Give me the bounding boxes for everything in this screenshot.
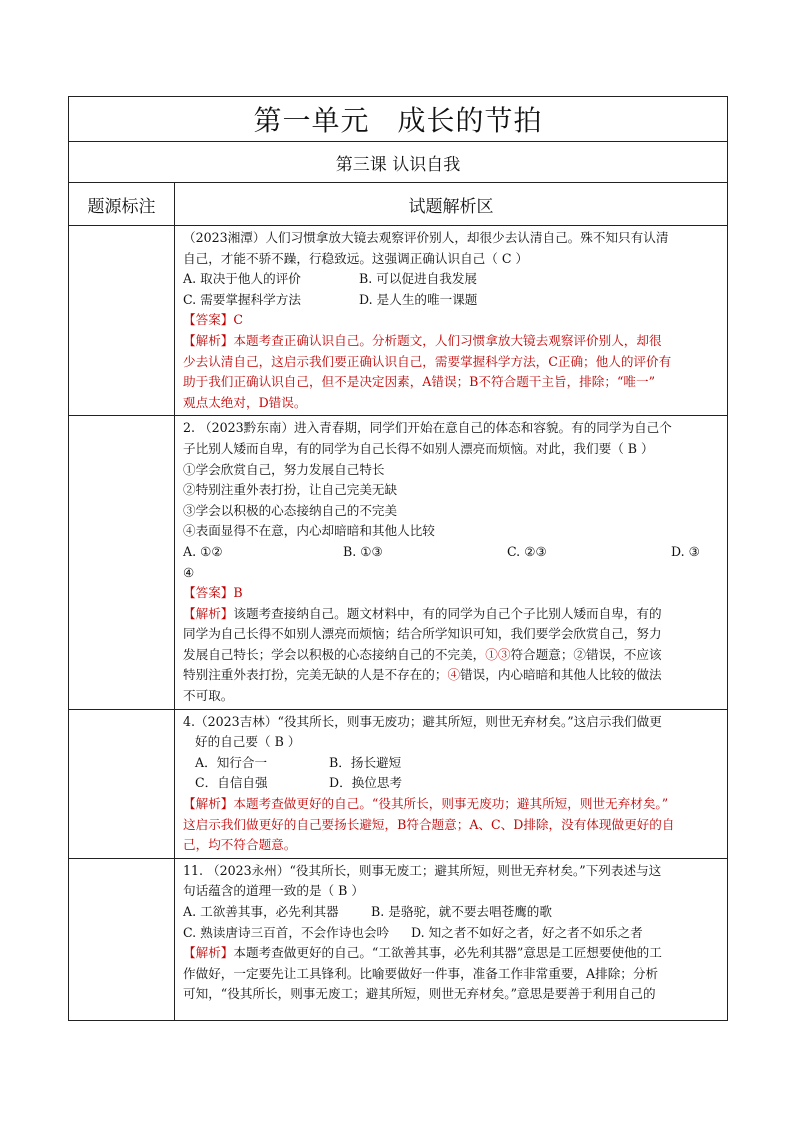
- option-row: [183, 753, 721, 774]
- analysis-text: 少去认清自己，这启示我们要正确认识自己，需要掌握科学方法，C正确；他人的评价有: [183, 353, 672, 369]
- question-stem: 子比别人矮而自卑，有的同学为自己长得不如别人漂亮而烦恼。对此，我们要（ B ）: [183, 440, 654, 456]
- question-row: [69, 226, 728, 416]
- option-row: [183, 290, 721, 311]
- option-row: [183, 269, 721, 290]
- analysis-tag: 【解析】: [183, 332, 234, 348]
- analysis-column-header: 试题解析区: [175, 183, 728, 226]
- question-row: [69, 416, 728, 709]
- analysis-line: [183, 645, 721, 666]
- option-a: A. 取决于他人的评价: [183, 271, 301, 287]
- statement-item: ②特别注重外表打扮，让自己完美无缺: [183, 482, 398, 498]
- analysis-text: 不可取。: [183, 688, 234, 704]
- option-d: D. 知之者不如好之者，好之者不如乐之者: [411, 924, 643, 940]
- worksheet-table: [68, 96, 728, 1021]
- option-b: B．扬长避短: [329, 754, 402, 770]
- analysis-line: [183, 331, 721, 352]
- analysis-text: 本题考查正确认识自己。分析题文，人们习惯拿放大镜去观察评价别人，却很: [233, 332, 662, 348]
- option-b: B. 是骆驼，就不要去唱苍鹰的歌: [371, 904, 552, 919]
- analysis-text: 特别注重外表打扮，完美无缺的人是不存在的；: [183, 667, 448, 683]
- answer-value: B: [233, 585, 243, 601]
- answer-tag: 【答案】: [183, 312, 234, 328]
- statement-item: ④表面显得不在意，内心却暗暗和其他人比较: [183, 523, 435, 539]
- unit-title: [69, 97, 728, 142]
- question-stem: 好的自己要（ B ）: [195, 734, 301, 750]
- option-a: A. 工欲善其事，必先利其器: [183, 904, 339, 919]
- option-a: A. ①②: [183, 543, 223, 559]
- option-d: D. ③: [671, 543, 700, 559]
- source-cell: [69, 226, 175, 416]
- option-c: C. 需要掌握科学方法: [183, 291, 301, 307]
- question-cell: [175, 858, 728, 1020]
- analysis-tag: 【解析】: [183, 605, 234, 621]
- question-stem: 2. （2023黔东南）进入青春期，同学们开始在意自己的体态和容貌。有的同学为自己个: [183, 420, 672, 436]
- analysis-text: 该题考查接纳自己。题文材料中，有的同学为自己个子比别人矮而自卑，有的: [233, 605, 662, 621]
- analysis-text: 己，均不符合题意。: [183, 837, 297, 853]
- source-cell: [69, 858, 175, 1020]
- answer-value: C: [233, 312, 244, 328]
- analysis-text: 观点太绝对，D错误。: [183, 394, 307, 410]
- analysis-highlight: ①③: [485, 646, 511, 662]
- unit-title-row: [69, 97, 728, 142]
- option-c: C. 熟读唐诗三百首，不会作诗也会吟: [183, 924, 390, 940]
- analysis-text: 本题考查做更好的自己。“役其所长，则事无废功；避其所短，则世无弃材矣。”: [233, 796, 669, 812]
- option-row: [183, 902, 721, 923]
- question-row: [69, 709, 728, 858]
- unit-title-part-b: 成长的节拍: [397, 104, 543, 137]
- header-row: [69, 183, 728, 226]
- answer-line: [183, 583, 721, 604]
- question-stem: 11. （2023永州）“役其所长，则事无废工；避其所短，则世无弃材矣。”下列表述与这: [183, 862, 662, 878]
- option-c: C. ②③: [507, 543, 547, 559]
- option-a: A．知行合一: [195, 754, 268, 770]
- option-row: [183, 923, 721, 944]
- analysis-text: 作做好，一定要先让工具锋利。比喻要做好一件事，准备工作非常重要，A排除；分析: [183, 965, 659, 981]
- question-cell: [175, 416, 728, 709]
- analysis-text: 发展自己特长；学会以积极的心态接纳自己的不完美，: [183, 646, 486, 662]
- option-d: D. 是人生的唯一课题: [359, 291, 478, 307]
- option-row: [183, 773, 721, 794]
- analysis-text: 符合题意；②错误，不应该: [510, 646, 662, 662]
- question-stem: 4.（2023吉林）“役其所长，则事无废功；避其所短，则世无弃材矣。”这启示我们做更: [183, 713, 662, 729]
- analysis-line: [183, 604, 721, 625]
- unit-title-part-a: 第一单元: [253, 104, 370, 137]
- analysis-tag: 【解析】: [183, 945, 234, 961]
- analysis-line: [183, 794, 721, 815]
- answer-tag: 【答案】: [183, 585, 234, 601]
- option-b: B. ①③: [343, 543, 383, 559]
- lesson-title-row: [69, 142, 728, 183]
- question-cell: [175, 226, 728, 416]
- option-d: D．换位思考: [329, 775, 403, 791]
- analysis-tag: 【解析】: [183, 796, 234, 812]
- statement-item: ③学会以积极的心态接纳自己的不完美: [183, 502, 398, 518]
- answer-line: [183, 310, 721, 331]
- analysis-text: 错误，内心暗暗和其他人比较的做法: [460, 667, 662, 683]
- analysis-line: [183, 943, 721, 964]
- option-d-wrap: ④: [183, 564, 195, 580]
- analysis-line: [183, 665, 721, 686]
- analysis-text: 这启示我们做更好的自己要扬长避短，B符合题意；A、C、D排除，没有体现做更好的自: [183, 816, 675, 832]
- lesson-title: 第三课 认识自我: [69, 142, 728, 183]
- source-cell: [69, 416, 175, 709]
- analysis-text: 助于我们正确认识自己，但不是决定因素，A错误；B不符合题干主旨，排除；“唯一”: [183, 374, 656, 390]
- option-b: B. 可以促进自我发展: [359, 271, 478, 287]
- analysis-highlight: ④: [447, 667, 461, 683]
- question-row: [69, 858, 728, 1020]
- question-stem: 自己，才能不骄不躁，行稳致远。这强调正确认识自己（ C ）: [183, 250, 529, 266]
- analysis-text: 本题考查做更好的自己。“工欲善其事，必先利其器”意思是工匠想要使他的工: [233, 945, 662, 961]
- option-row: [183, 542, 721, 563]
- analysis-text: 可知，“役其所长，则事无废工；避其所短，则世无弃材矣。”意思是要善于利用自己的: [183, 986, 656, 1002]
- option-c: C．自信自强: [195, 775, 268, 791]
- question-stem: （2023湘潭）人们习惯拿放大镜去观察评价别人，却很少去认清自己。殊不知只有认清: [183, 230, 669, 245]
- question-cell: [175, 709, 728, 858]
- source-column-header: 题源标注: [69, 183, 175, 226]
- question-stem: 句话蕴含的道理一致的是（ B ）: [183, 883, 364, 899]
- statement-item: ①学会欣赏自己，努力发展自己特长: [183, 461, 385, 477]
- source-cell: [69, 709, 175, 858]
- analysis-text: 同学为自己长得不如别人漂亮而烦恼；结合所学知识可知，我们要学会欣赏自己，努力: [183, 626, 662, 642]
